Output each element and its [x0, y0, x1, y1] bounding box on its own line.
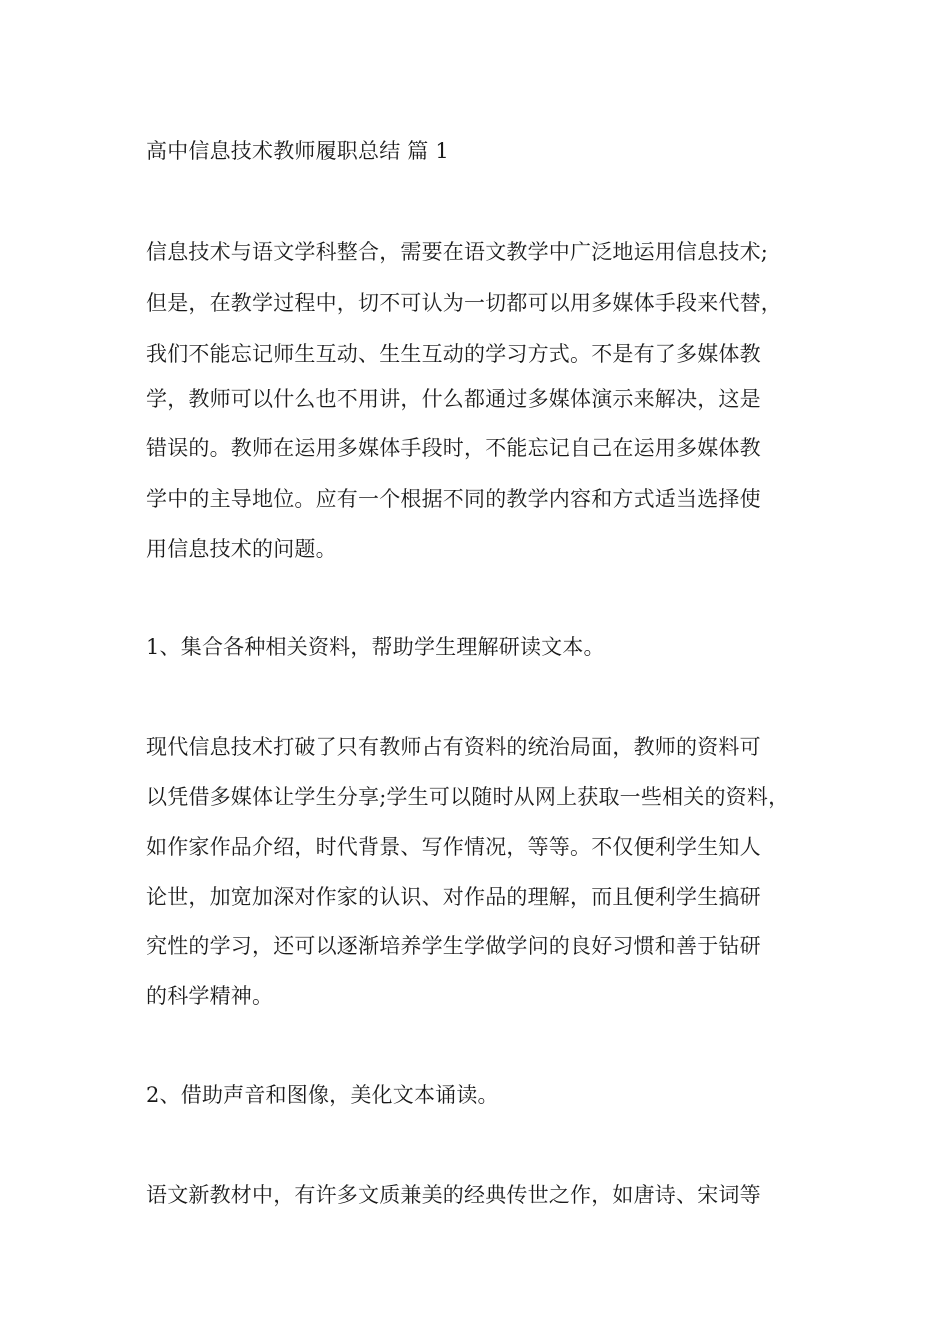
paragraph-1-line: 错误的。教师在运用多媒体手段时，不能忘记自己在运用多媒体教 — [146, 436, 761, 460]
paragraph-1-line: 信息技术与语文学科整合，需要在语文教学中广泛地运用信息技术; — [146, 240, 769, 264]
paragraph-2-line: 究性的学习，还可以逐渐培养学生学做学问的良好习惯和善于钻研 — [146, 934, 761, 958]
paragraph-2-line: 论世，加宽加深对作家的认识、对作品的理解，而且便利学生搞研 — [146, 885, 761, 909]
paragraph-3-line: 语文新教材中，有许多文质兼美的经典传世之作，如唐诗、宋词等 — [146, 1183, 761, 1207]
paragraph-2-line: 如作家作品介绍，时代背景、写作情况，等等。不仅便利学生知人 — [146, 835, 761, 859]
paragraph-1-line: 但是，在教学过程中，切不可认为一切都可以用多媒体手段来代替， — [146, 291, 782, 315]
document-title: 高中信息技术教师履职总结 篇 1 — [146, 139, 449, 163]
section-heading-1: 1、集合各种相关资料，帮助学生理解研读文本。 — [146, 635, 605, 659]
paragraph-1-line: 学，教师可以什么也不用讲，什么都通过多媒体演示来解决，这是 — [146, 387, 761, 411]
paragraph-1-line: 学中的主导地位。应有一个根据不同的教学内容和方式适当选择使 — [146, 487, 761, 511]
section-heading-2: 2、借助声音和图像，美化文本诵读。 — [146, 1083, 499, 1107]
paragraph-2-line: 的科学精神。 — [146, 984, 274, 1008]
paragraph-2-line: 现代信息技术打破了只有教师占有资料的统治局面，教师的资料可 — [146, 735, 761, 759]
paragraph-1-line: 我们不能忘记师生互动、生生互动的学习方式。不是有了多媒体教 — [146, 342, 761, 366]
paragraph-1-line: 用信息技术的问题。 — [146, 537, 337, 561]
paragraph-2-line: 以凭借多媒体让学生分享;学生可以随时从网上获取一些相关的资料， — [146, 785, 790, 809]
